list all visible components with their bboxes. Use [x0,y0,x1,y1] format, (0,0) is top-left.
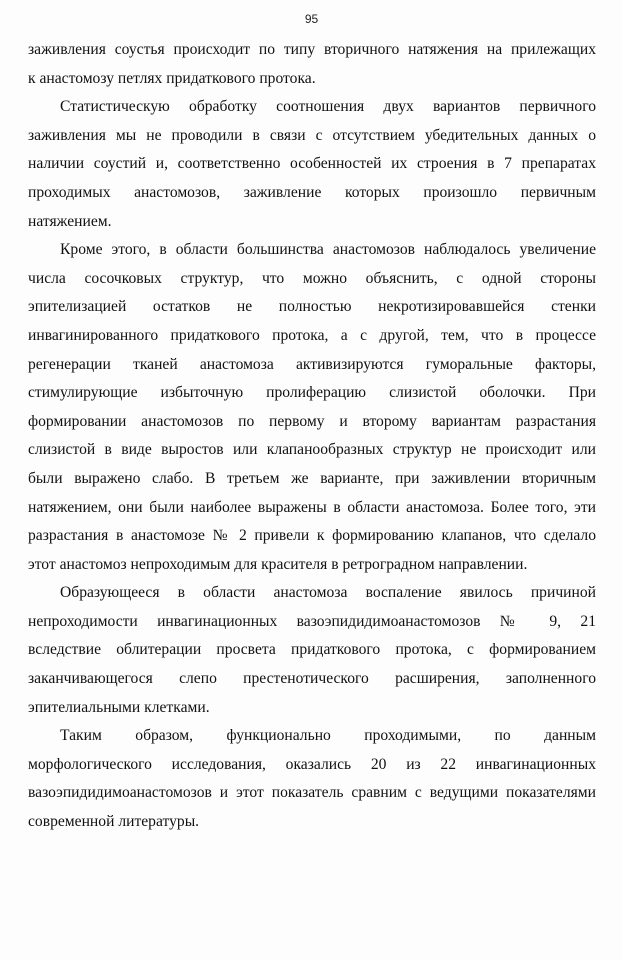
text-line: вследствие облитерации просвета придаткового протока, с формированием [28,641,596,659]
text-line: современной литературы. [28,813,200,831]
body-text [28,36,596,837]
text-line: заживления соустья происходит по типу вторичного натяжения на прилежащих [28,41,596,58]
text-line: натяжением. [28,212,112,230]
paragraph-3 [28,236,596,579]
text-line: непроходимости инвагинационных вазоэпидидимоанастомозов № 9, 21 [28,612,596,630]
text-line: инвагинированного придаткового протока, а с другой, тем, что в процессе [28,326,596,344]
text-line: морфологического исследования, оказались 20 из 22 инвагинационных [28,755,596,773]
paragraph-1 [28,36,596,93]
text-line: к анастомозу петлях придаткового протока. [28,69,316,87]
text-line: проходимых анастомозов, заживление которых произошло первичным [28,183,596,201]
text-line: формировании анастомозов по первому и второму вариантам разрастания [28,412,596,430]
paragraph-2 [28,93,596,236]
text-line: Образующееся в области анастомоза воспаление явилось причиной [60,584,596,602]
text-line: эпителизацией остатков не полностью некротизировавшейся стенки [28,298,596,316]
text-line: наличии соустий и, соответственно особенностей их строения в 7 препаратах [28,155,596,173]
paragraph-5 [28,722,596,836]
text-line: Статистическую обработку соотношения двух вариантов первичного [60,98,596,116]
text-line: заживления мы не проводили в связи с отсутствием убедительных данных о [28,126,596,144]
text-line: вазоэпидидимоанастомозов и этот показатель сравним с ведущими показателями [28,784,596,802]
text-line: заканчивающегося слепо престенотического расширения, заполненного [28,670,596,688]
paragraph-4 [28,579,596,722]
text-line: натяжением, они были наиболее выражены в области анастомоза. Более того, эти [28,498,596,516]
text-line: числа сосочковых структур, что можно объяснить, с одной стороны [28,269,596,287]
text-line: были выражено слабо. В третьем же варианте, при заживлении вторичным [28,469,596,487]
text-line: этот анастомоз непроходимым для красителя в ретроградном направлении. [28,555,528,573]
text-line: стимулирующие избыточную пролиферацию слизистой оболочки. При [28,384,596,402]
text-line: разрастания в анастомозе № 2 привели к формированию клапанов, что сделало [28,527,596,545]
text-line: слизистой в виде выростов или клапанообразных структур не происходит или [28,441,596,459]
text-line: регенерации тканей анастомоза активизируются гуморальные факторы, [28,355,596,373]
text-line: эпителиальными клетками. [28,698,210,716]
page-number: 95 [304,12,319,26]
text-line: Кроме этого, в области большинства анастомозов наблюдалось увеличение [60,241,596,259]
text-line: Таким образом, функционально проходимыми, по данным [60,727,596,745]
